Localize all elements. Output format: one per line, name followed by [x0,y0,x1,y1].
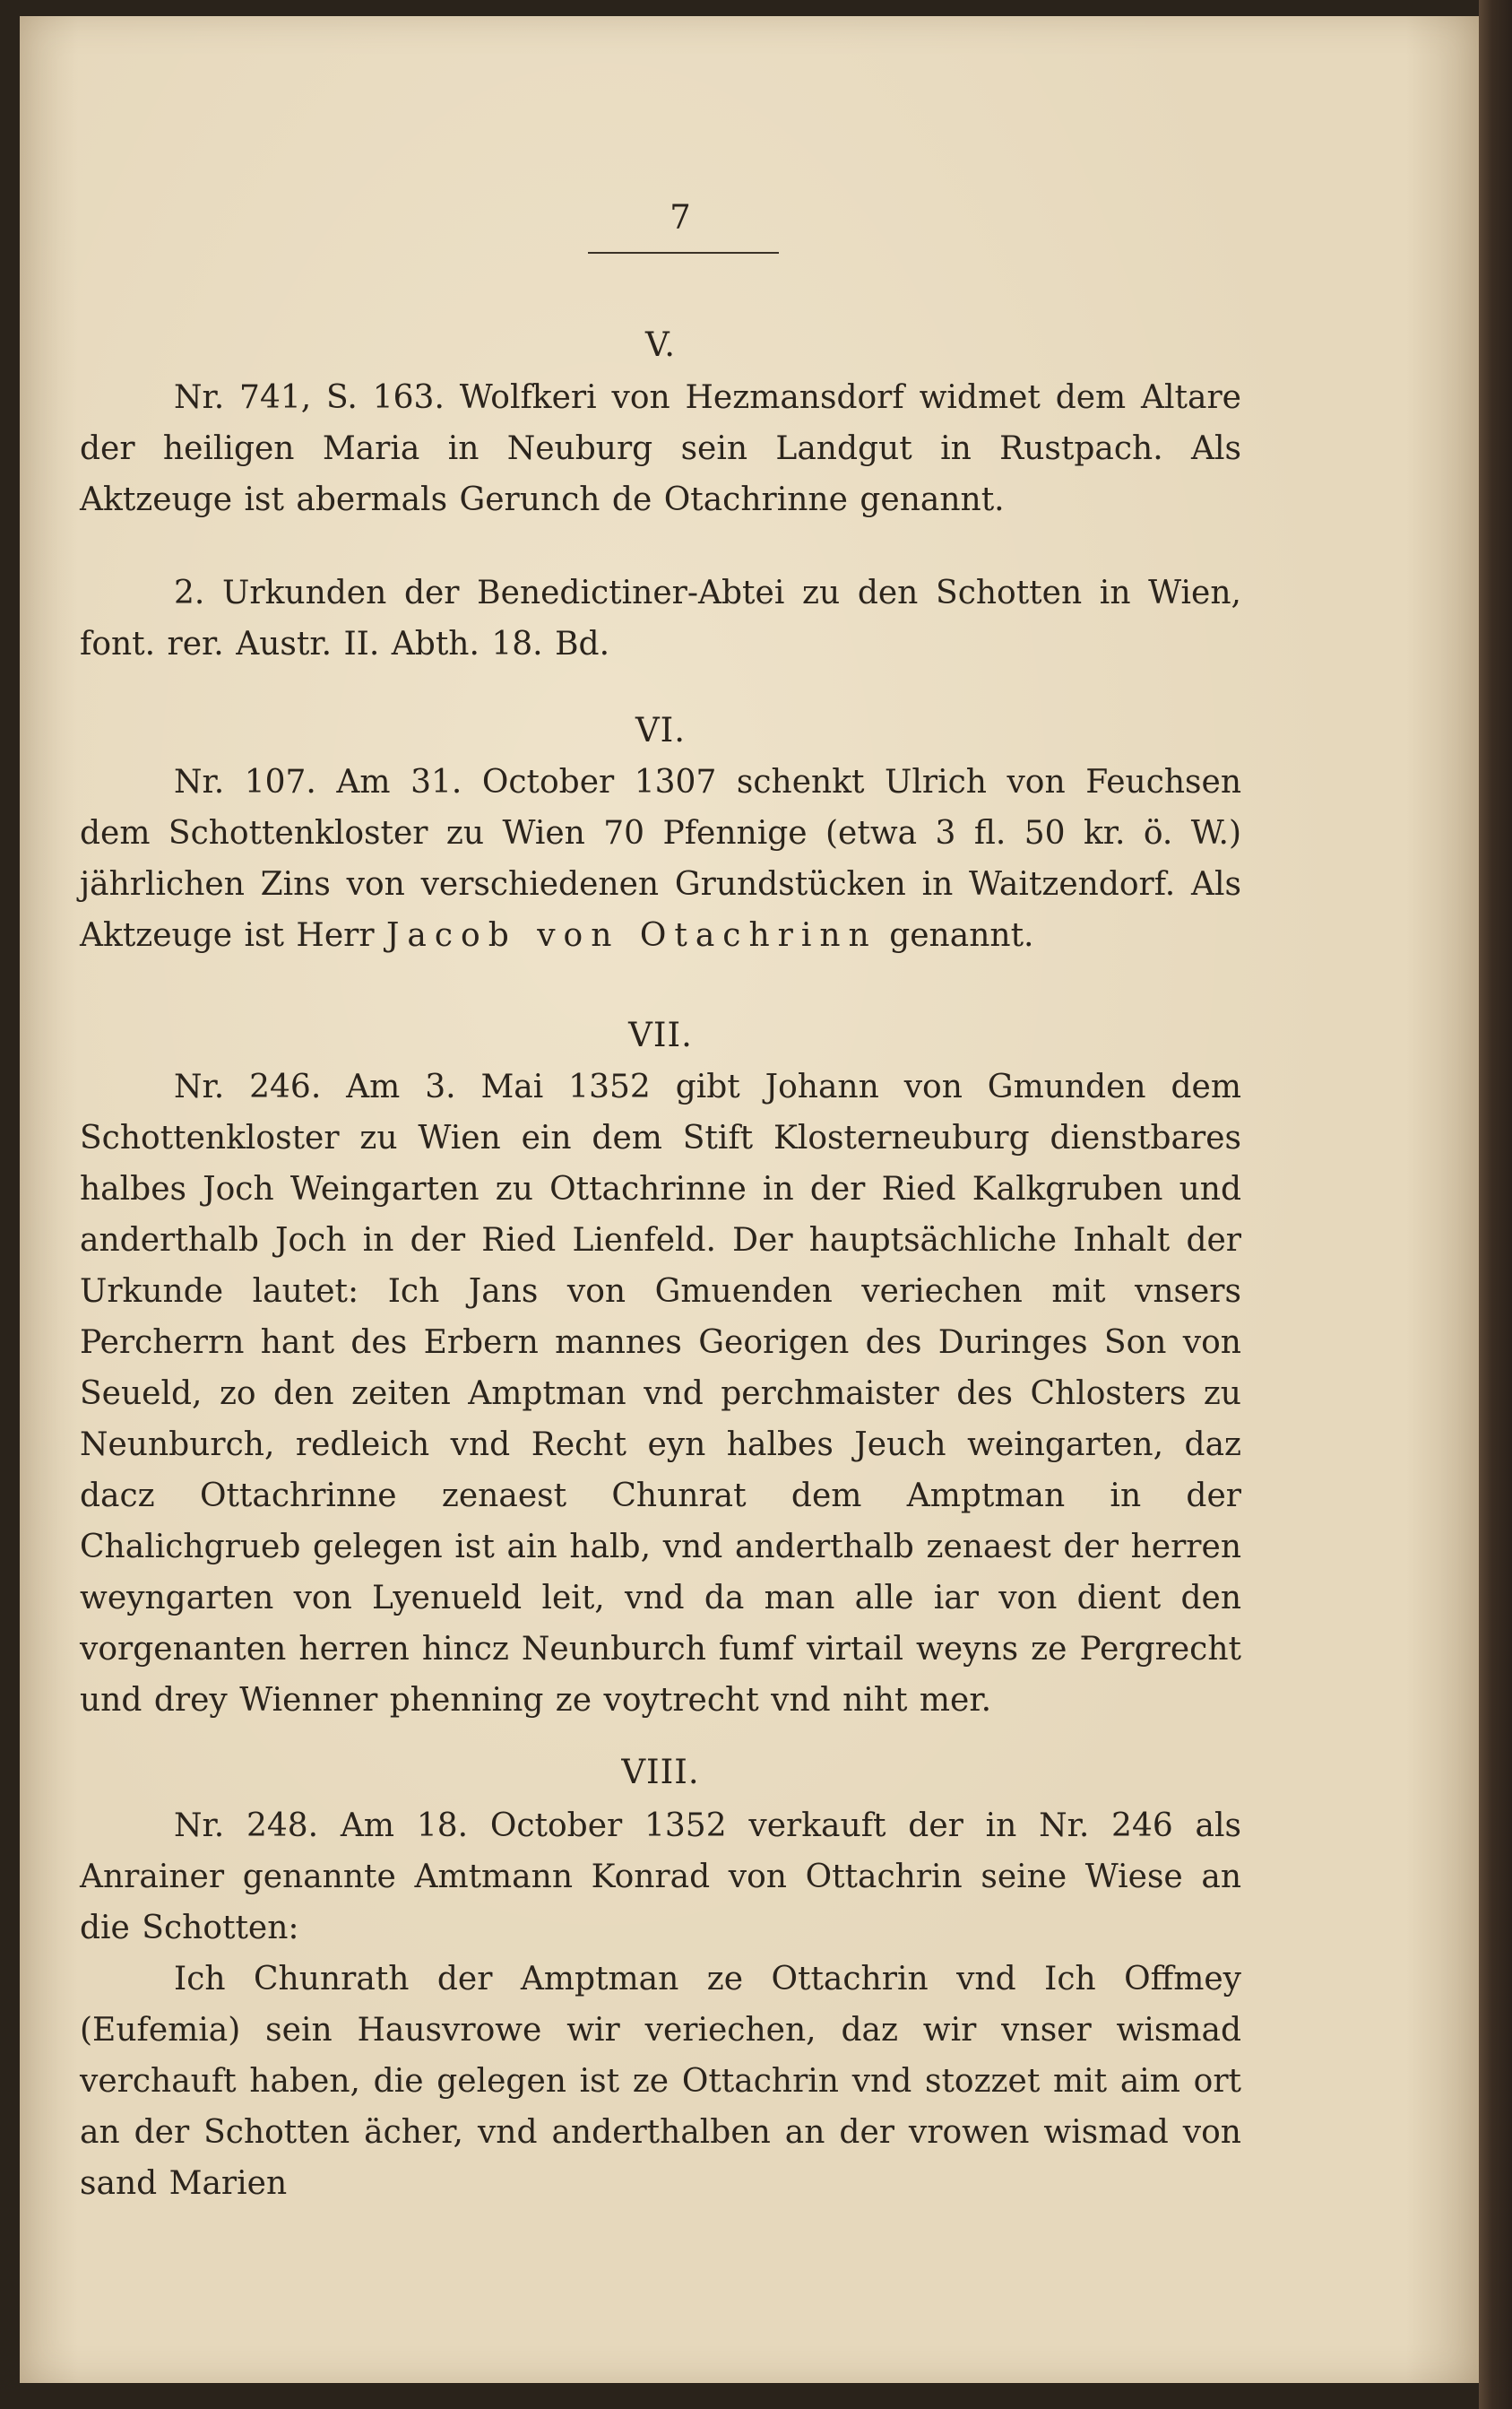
section-vi-text [80,757,1241,961]
section-vi-text-after: genannt. [889,917,1034,954]
section-vii-text: Nr. 246. Am 3. Mai 1352 gibt Johann von Gmunden dem Schottenkloster zu Wien ein dem Stift Klosterneuburg dienstbares halbes Joch Weingarten zu Ottachrinne in der Ried Kalkgruben und anderthalb Joch in der Ried Lienfeld. Der hauptsächliche Inhalt der Urkunde lautet: Ich Jans von Gmuenden veriechen mit vnsers Percherrn hant des Erbern mannes Georigen des Duringes Son von Seueld, zo den zeiten Amptman vnd perchmaister des Chlosters zu Neunburch, redleich vnd Recht eyn halbes Jeuch weingarten, daz dacz Ottachrinne zenaest Chunrat dem Amptman in der Chalichgrueb gelegen ist ain halb, vnd anderthalb zenaest der herren weyngarten von Lyenueld leit, vnd da man alle iar von dient den vorgenanten herren hincz Neunburch fumf virtail weyns ze Pergrecht und drey Wienner phenning ze voytrecht vnd niht mer. [80,1069,1241,1719]
section-v-text: Nr. 741, S. 163. Wolfkeri von Hezmansdorf widmet dem Altare der heiligen Maria in Neuburg sein Landgut in Rustpach. Als Aktzeuge ist abermals Gerunch de Otachrinne genannt. [80,379,1241,518]
section-vi-text-before: Nr. 107. Am 31. October 1307 schenkt Ulrich von Feuchsen dem Schottenkloster zu Wien 70 Pfennige (etwa 3 fl. 50 kr. ö. W.) jährlichen Zins von verschiedenen Grundstücken in Waitzendorf. Als Aktzeuge ist Herr [80,764,1241,954]
section-heading-viii: VIII. [621,1753,700,1791]
section-viii-intro: Nr. 248. Am 18. October 1352 verkauft der in Nr. 246 als Anrainer genannte Amtmann Konrad von Ottachrin seine Wiese an die Schotten: [80,1807,1241,1946]
section-viii-quote: Ich Chunrath der Amptman ze Ottachrin vnd Ich Offmey (Eufemia) sein Hausvrowe wir veriechen, daz wir vnser wismad verchauft haben, die gelegen ist ze Ottachrin vnd stozzet mit aim ort an der Schotten ächer, vnd anderthalben an der vrowen wismad von sand Marien [80,1961,1241,2202]
section-vi-name: Jacob von Otachrinn [386,917,877,954]
book-edge [1479,0,1512,2409]
book-page [20,16,1479,2383]
page-number-rule [588,252,779,254]
page-number: 7 [670,198,691,237]
source-note: 2. Urkunden der Benedictiner-Abtei zu den Schotten in Wien, font. rer. Austr. II. Abth. 18. Bd. [80,575,1241,663]
section-heading-vii: VII. [628,1016,693,1054]
section-heading-vi: VI. [635,711,687,750]
section-heading-v: V. [644,325,676,364]
